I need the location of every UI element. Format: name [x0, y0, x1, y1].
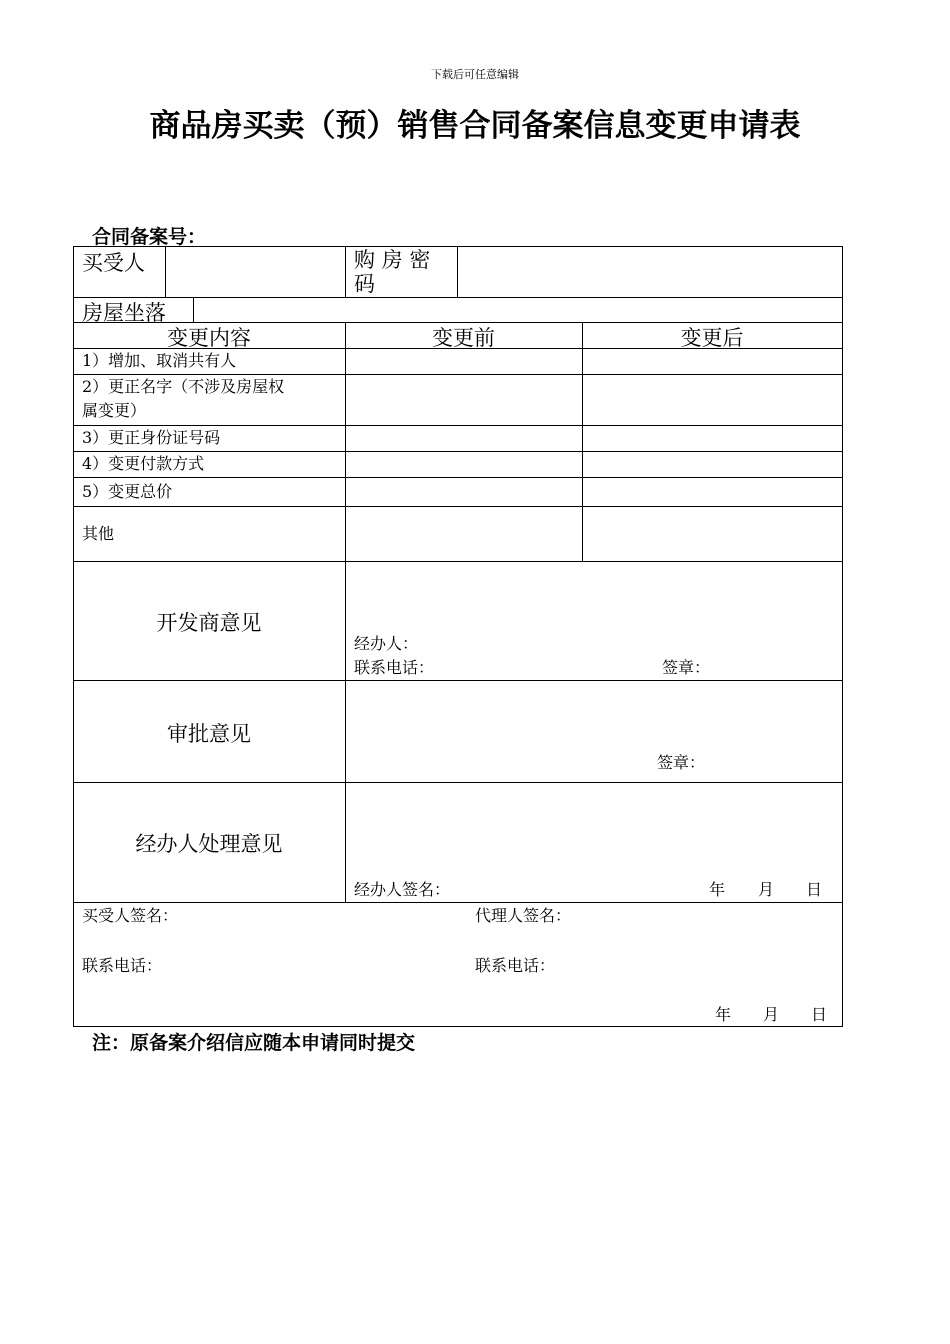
column-header-content: 变更内容 — [167, 326, 251, 350]
developer-handler-label: 经办人： — [354, 634, 419, 653]
bottom-year-label: 年 — [715, 1005, 732, 1024]
row-correct-id-number: 3）更正身份证号码 — [82, 428, 221, 447]
row-add-remove-co-owner: 1）增加、取消共有人 — [82, 351, 237, 370]
handler-signature-label: 经办人签名： — [354, 880, 451, 899]
bottom-day-label: 日 — [811, 1005, 828, 1024]
r4-before-cell[interactable] — [347, 453, 580, 476]
developer-seal-label: 签章： — [662, 658, 711, 677]
handler-opinion-label: 经办人处理意见 — [135, 832, 283, 856]
buyer-signature-label: 买受人签名： — [82, 906, 179, 925]
other-before-cell[interactable] — [347, 508, 580, 560]
r2-before-cell[interactable] — [347, 376, 580, 424]
r3-after-cell[interactable] — [584, 427, 841, 450]
r1-before-cell[interactable] — [347, 350, 580, 373]
footnote: 注：原备案介绍信应随本申请同时提交 — [92, 1032, 416, 1054]
approval-seal-label: 签章： — [657, 753, 706, 772]
approval-opinion-label: 审批意见 — [167, 722, 251, 746]
row-correct-name-line1: 2）更正名字（不涉及房屋权 — [82, 377, 285, 396]
other-after-cell[interactable] — [584, 508, 841, 560]
header-note: 下载后可任意编辑 — [431, 68, 519, 81]
r5-before-cell[interactable] — [347, 479, 580, 505]
agent-signature-label: 代理人签名： — [475, 906, 572, 925]
row-change-total-price: 5）变更总价 — [82, 482, 173, 501]
buyer-phone-label: 联系电话： — [82, 956, 163, 975]
buyer-label: 买受人 — [82, 251, 145, 275]
password-field[interactable] — [459, 248, 841, 295]
page-title: 商品房买卖（预）销售合同备案信息变更申请表 — [149, 108, 801, 144]
agent-phone-label: 联系电话： — [475, 956, 556, 975]
password-label-line2: 码 — [354, 272, 375, 296]
row-change-payment-method: 4）变更付款方式 — [82, 454, 205, 473]
handler-month-label: 月 — [758, 880, 775, 899]
r2-after-cell[interactable] — [584, 376, 841, 424]
developer-opinion-label: 开发商意见 — [156, 611, 262, 635]
r5-after-cell[interactable] — [584, 479, 841, 505]
column-header-after: 变更后 — [680, 326, 744, 350]
location-label: 房屋坐落 — [82, 301, 166, 325]
r1-after-cell[interactable] — [584, 350, 841, 373]
r3-before-cell[interactable] — [347, 427, 580, 450]
developer-phone-label: 联系电话： — [354, 658, 435, 677]
bottom-month-label: 月 — [763, 1005, 780, 1024]
row-correct-name-line2: 属变更） — [82, 401, 147, 420]
column-header-before: 变更前 — [432, 326, 495, 350]
location-field[interactable] — [195, 299, 841, 321]
handler-day-label: 日 — [806, 880, 823, 899]
contract-number-label: 合同备案号： — [92, 226, 207, 248]
buyer-field[interactable] — [167, 248, 343, 295]
row-other: 其他 — [82, 524, 115, 543]
password-label-line1: 购 房 密 — [354, 248, 431, 272]
handler-year-label: 年 — [709, 880, 726, 899]
r4-after-cell[interactable] — [584, 453, 841, 476]
